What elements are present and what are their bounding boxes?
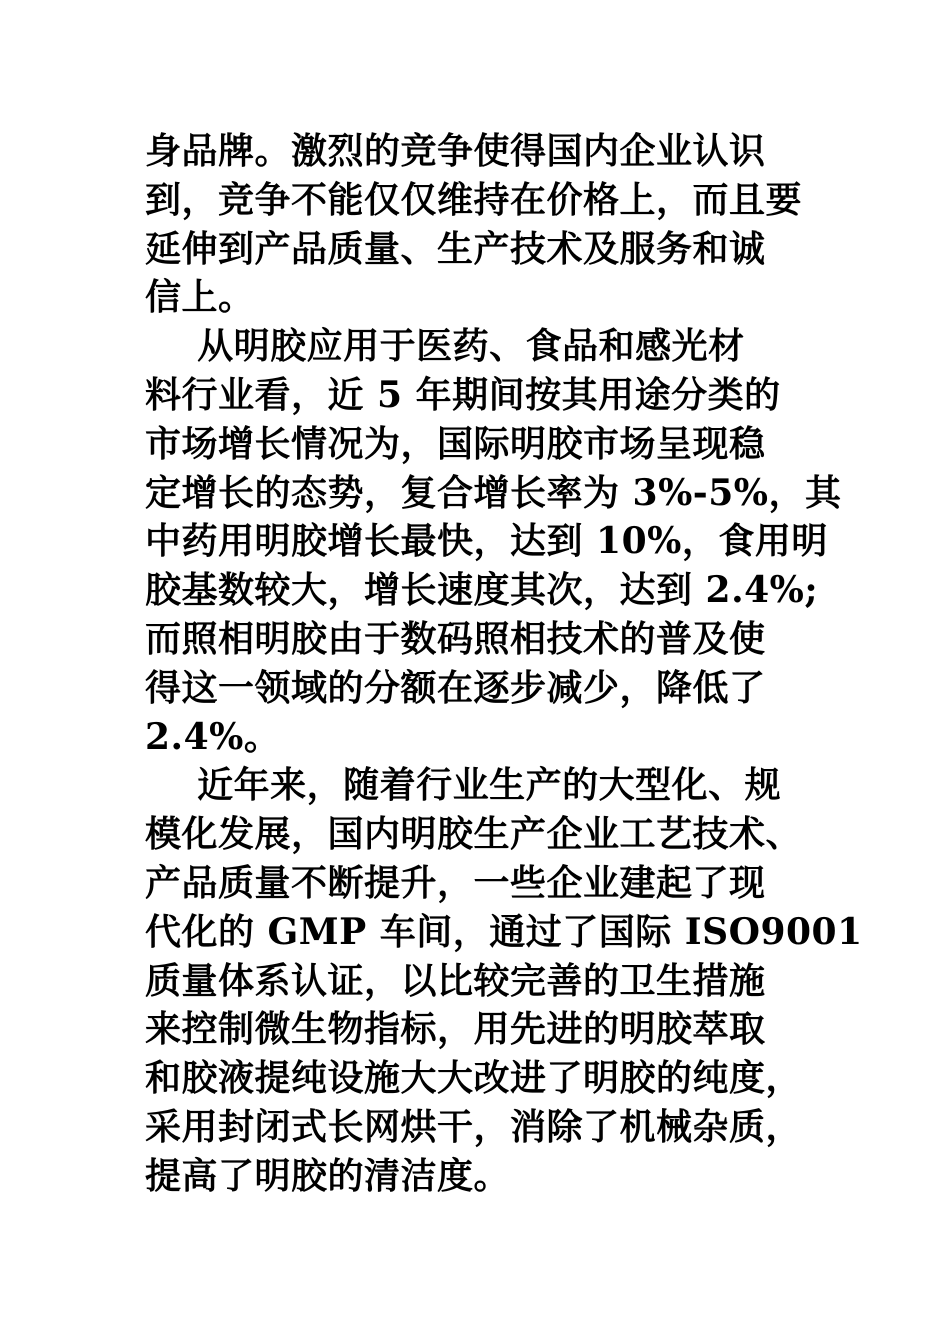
text-line: 2.4%。 bbox=[145, 715, 281, 758]
text-line: 料行业看，近 5 年期间按其用途分类的 bbox=[145, 373, 781, 416]
text-line: 胶基数较大，增长速度其次，达到 2.4%; bbox=[145, 569, 819, 612]
text-line: 采用封闭式长网烘干，消除了机械杂质， bbox=[145, 1105, 803, 1148]
text-line: 到，竞争不能仅仅维持在价格上，而且要 bbox=[145, 178, 803, 221]
body-text bbox=[145, 127, 863, 1201]
text-line: 定增长的态势，复合增长率为 3%-5%，其 bbox=[145, 471, 842, 514]
text-line: 提高了明胶的清洁度。 bbox=[145, 1154, 511, 1197]
text-line: 产品质量不断提升，一些企业建起了现 bbox=[145, 861, 766, 904]
text-line: 近年来，随着行业生产的大型化、规 bbox=[145, 764, 782, 807]
text-line: 和胶液提纯设施大大改进了明胶的纯度， bbox=[145, 1057, 803, 1100]
text-line: 来控制微生物指标，用先进的明胶萃取 bbox=[145, 1008, 766, 1051]
text-line: 代化的 GMP 车间，通过了国际 ISO9001 bbox=[145, 910, 863, 953]
text-line: 信上。 bbox=[145, 276, 255, 319]
text-line: 市场增长情况为，国际明胶市场呈现稳 bbox=[145, 422, 766, 465]
text-line: 身品牌。激烈的竞争使得国内企业认识 bbox=[145, 130, 766, 172]
text-line: 而照相明胶由于数码照相技术的普及使 bbox=[145, 617, 766, 660]
text-line: 得这一领域的分额在逐步减少，降低了 bbox=[145, 666, 766, 709]
text-line: 中药用明胶增长最快，达到 10%，食用明 bbox=[145, 520, 828, 563]
text-line: 模化发展，国内明胶生产企业工艺技术、 bbox=[145, 813, 803, 856]
text-line: 质量体系认证，以比较完善的卫生措施 bbox=[145, 959, 766, 1002]
text-line: 延伸到产品质量、生产技术及服务和诚 bbox=[145, 227, 766, 270]
text-line: 从明胶应用于医药、食品和感光材 bbox=[145, 325, 745, 368]
